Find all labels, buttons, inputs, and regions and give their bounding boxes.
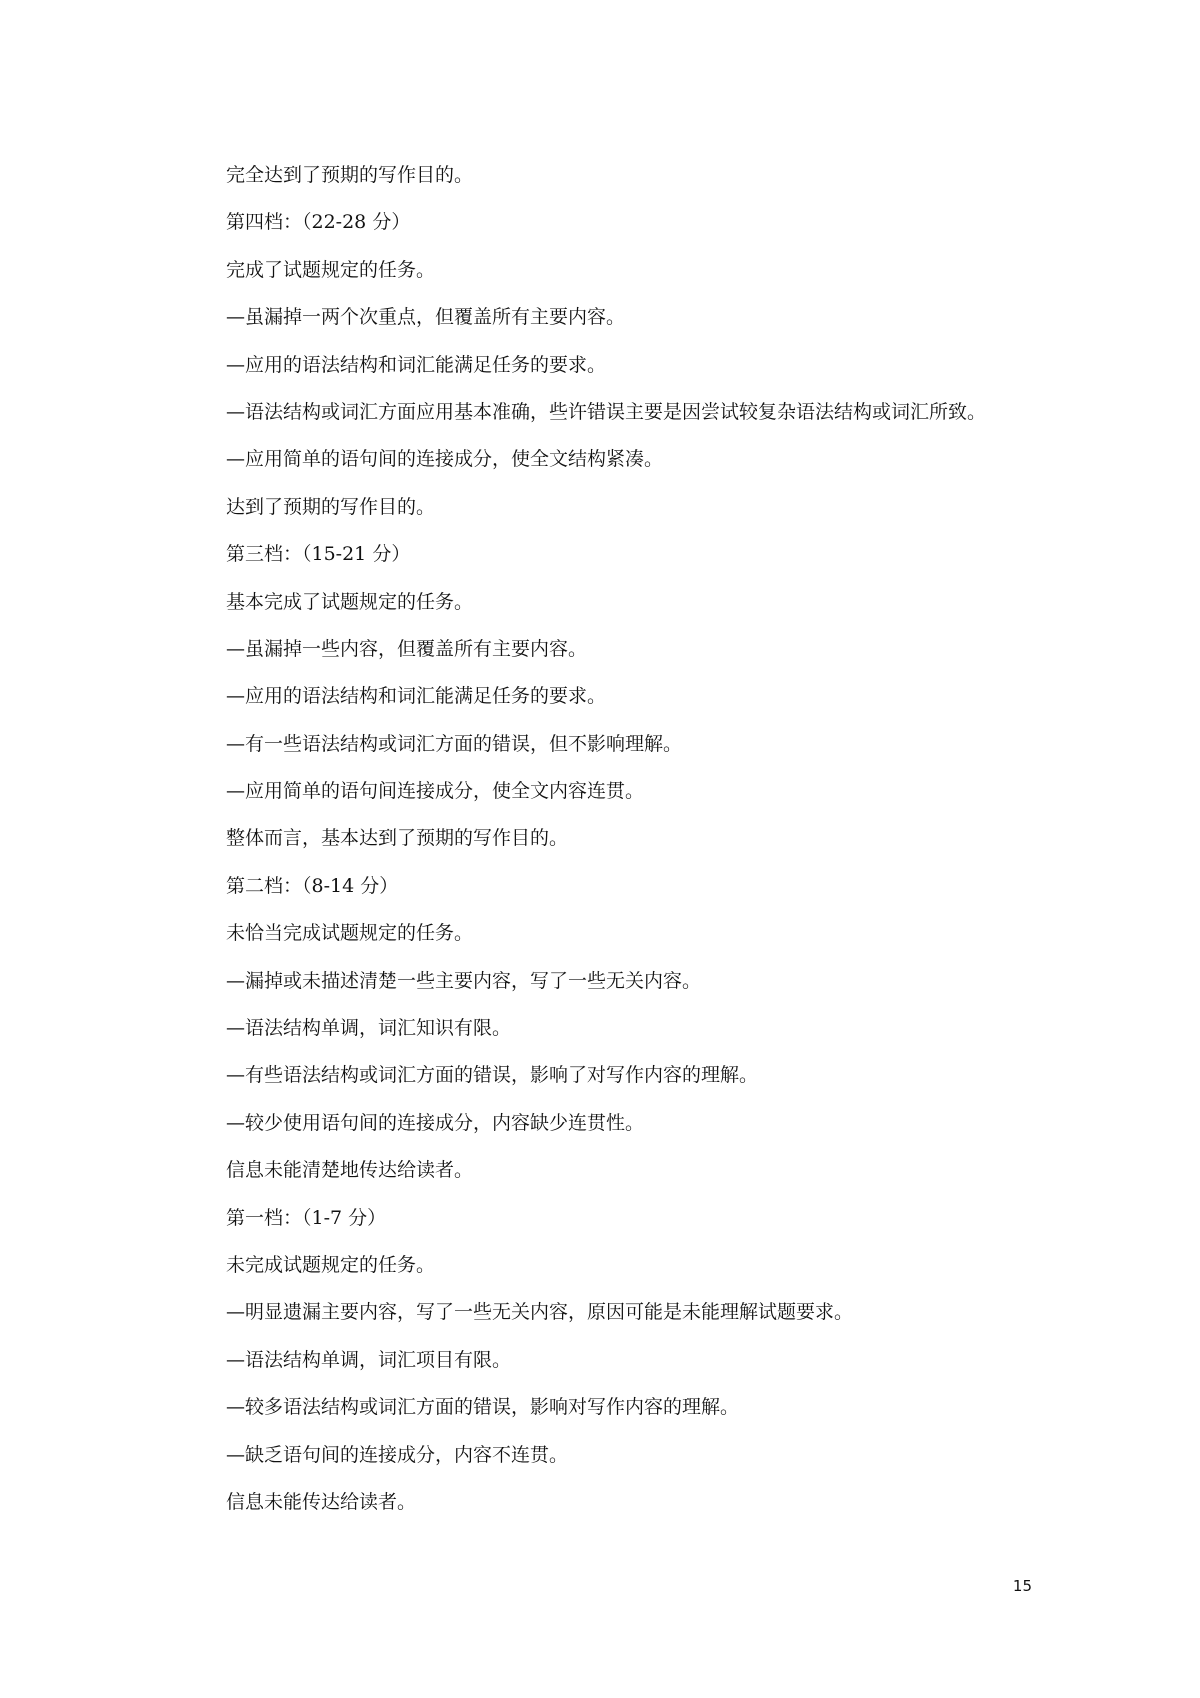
score-band-heading: 第三档：（15-21 分） <box>226 543 411 566</box>
criterion-line: —明显遗漏主要内容，写了一些无关内容，原因可能是未能理解试题要求。 <box>226 1301 854 1324</box>
criterion-line: —较少使用语句间的连接成分，内容缺少连贯性。 <box>226 1111 645 1134</box>
criterion-line: —虽漏掉一些内容，但覆盖所有主要内容。 <box>226 637 588 660</box>
score-band-heading: 第一档：（1-7 分） <box>226 1206 387 1229</box>
text-line: 信息未能清楚地传达给读者。 <box>226 1159 474 1182</box>
criterion-line: —漏掉或未描述清楚一些主要内容，写了一些无关内容。 <box>226 969 702 992</box>
criterion-line: —语法结构单调，词汇项目有限。 <box>226 1348 512 1371</box>
document-body <box>183 152 1033 1526</box>
text-line: 整体而言，基本达到了预期的写作目的。 <box>226 827 569 850</box>
score-band-heading: 第四档：（22-28 分） <box>226 211 411 234</box>
criterion-line: —应用的语法结构和词汇能满足任务的要求。 <box>226 353 607 376</box>
criterion-line: —应用简单的语句间的连接成分，使全文结构紧凑。 <box>226 448 664 471</box>
criterion-line: —有一些语法结构或词汇方面的错误，但不影响理解。 <box>226 732 683 755</box>
text-line: 完成了试题规定的任务。 <box>226 258 436 281</box>
criterion-line: —语法结构或词汇方面应用基本准确，些许错误主要是因尝试较复杂语法结构或词汇所致。 <box>226 400 987 423</box>
criterion-line: —应用的语法结构和词汇能满足任务的要求。 <box>226 685 607 708</box>
text-line: 达到了预期的写作目的。 <box>226 495 436 518</box>
criterion-line: —虽漏掉一两个次重点，但覆盖所有主要内容。 <box>226 306 626 329</box>
text-line: 完全达到了预期的写作目的。 <box>226 164 474 186</box>
criterion-line: —语法结构单调，词汇知识有限。 <box>226 1017 512 1040</box>
criterion-line: —缺乏语句间的连接成分，内容不连贯。 <box>226 1443 569 1466</box>
text-line: 信息未能传达给读者。 <box>226 1490 417 1513</box>
text-line: 未恰当完成试题规定的任务。 <box>226 922 474 945</box>
criterion-line: —较多语法结构或词汇方面的错误，影响对写作内容的理解。 <box>226 1396 740 1419</box>
text-line: 基本完成了试题规定的任务。 <box>226 590 474 613</box>
criterion-line: —有些语法结构或词汇方面的错误，影响了对写作内容的理解。 <box>226 1064 759 1087</box>
text-line: 未完成试题规定的任务。 <box>226 1254 436 1276</box>
page-number: 15 <box>1012 1577 1032 1595</box>
score-band-heading: 第二档：（8-14 分） <box>226 874 399 897</box>
criterion-line: —应用简单的语句间连接成分，使全文内容连贯。 <box>226 780 645 803</box>
